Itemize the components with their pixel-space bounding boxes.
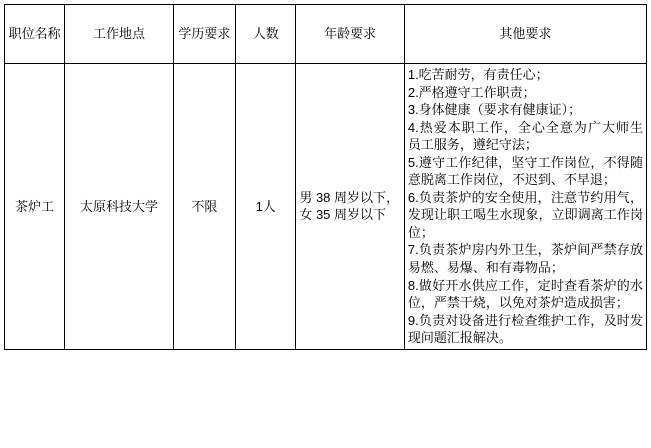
list-item: 6.负责茶炉的安全使用，注意节约用气，发现让职工喝生水现象，立即调离工作岗位； (407, 189, 643, 240)
list-item: 8.做好开水供应工作，定时查看茶炉的水位，严禁干烧，以免对茶炉造成损害； (407, 277, 643, 311)
column-header-headcount: 人数 (236, 5, 296, 64)
list-item: 9.负责对设备进行检查维护工作，及时发现问题汇报解决。 (407, 312, 643, 346)
column-header-other: 其他要求 (404, 5, 646, 64)
list-item: 3.身体健康（要求有健康证）； (407, 102, 582, 118)
list-item: 2.严格遵守工作职责； (407, 84, 536, 100)
age-line-male: 男 38 周岁以下， (299, 189, 400, 205)
column-header-position: 职位名称 (5, 5, 65, 64)
cell-location: 太原科技大学 (65, 64, 174, 350)
cell-position: 茶炉工 (5, 64, 65, 350)
list-item: 1.吃苦耐劳，有责任心； (407, 67, 549, 82)
column-header-age: 年龄要求 (296, 5, 405, 64)
requirements-list (408, 66, 643, 347)
table-header (5, 5, 647, 64)
table-body (5, 64, 647, 350)
table-row (5, 64, 647, 350)
list-item: 4.热爱本职工作，全心全意为广大师生 员工服务，遵纪守法； (407, 119, 643, 153)
cell-headcount: 1人 (236, 64, 296, 350)
column-header-education: 学历要求 (173, 5, 235, 64)
cell-other-requirements (404, 64, 646, 350)
cell-education: 不限 (173, 64, 235, 350)
column-header-location: 工作地点 (65, 5, 174, 64)
list-item: 5.遵守工作纪律，坚守工作岗位，不得随意脱离工作岗位，不迟到、不早退； (407, 154, 643, 188)
age-line-female: 女 35 周岁以下 (299, 207, 387, 223)
list-item: 7.负责茶炉房内外卫生，茶炉间严禁存放易燃、易爆、和有毒物品； (407, 242, 643, 276)
cell-age (296, 64, 405, 350)
job-requirements-table (4, 4, 647, 350)
table-header-row (5, 5, 647, 64)
